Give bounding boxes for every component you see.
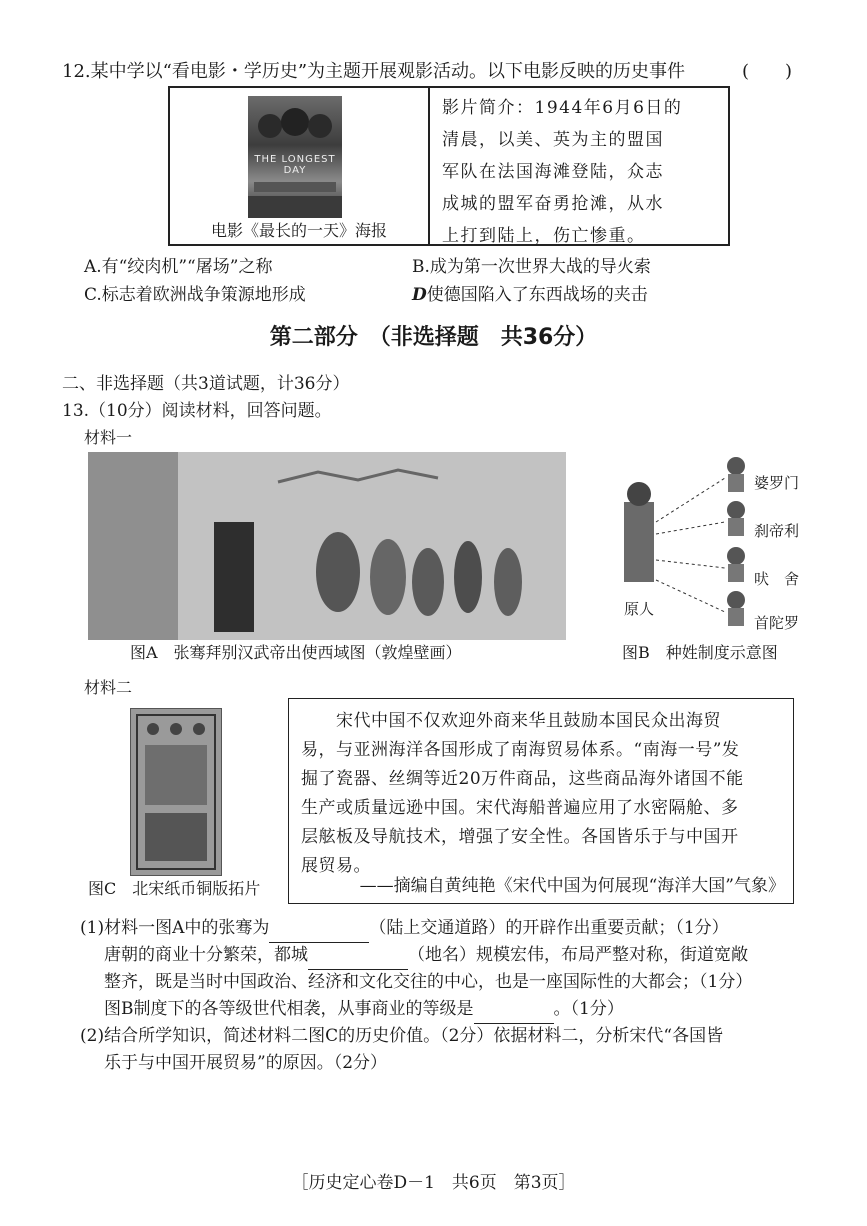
q12-stem: 12.某中学以“看电影・学历史”为主题开展观影活动。以下电影反映的历史事件 xyxy=(62,61,686,82)
q1-line-3: 整齐，既是当时中国政治、经济和文化交往的中心，也是一座国际性的大都会；（1分） xyxy=(104,972,753,992)
material-source: ——摘编自黄纯艳《宋代中国为何展现“海洋大国”气象》 xyxy=(359,876,785,896)
origin-label: 原人 xyxy=(624,600,655,618)
q1-text: 。（1分） xyxy=(553,999,624,1019)
figure-c-caption: 图C 北宋纸币铜版拓片 xyxy=(88,879,261,898)
section-heading: 二、非选择题（共3道试题，计36分） xyxy=(62,374,350,394)
poster-caption: 电影《最长的一天》海报 xyxy=(210,221,387,240)
intro-line: 清晨，以美、英为主的盟国 xyxy=(442,130,664,150)
caste-system-diagram xyxy=(600,450,830,650)
answer-paren: ( ) xyxy=(742,61,793,82)
mural-illustration xyxy=(88,452,566,640)
caste-brahmin: 婆罗门 xyxy=(754,474,800,492)
poster-title: THE LONGEST DAY xyxy=(254,154,336,176)
q1-text: 唐朝的商业十分繁荣，都城 xyxy=(104,945,308,965)
answer-blank-capital[interactable] xyxy=(308,941,408,970)
caste-shudra: 首陀罗 xyxy=(754,614,800,632)
material-two-box xyxy=(288,698,794,904)
dunhuang-mural-image xyxy=(88,452,566,640)
option-c: C.标志着欧洲战争策源地形成 xyxy=(84,285,306,305)
q2-line-1: (2)结合所学知识，简述材料二图C的历史价值。（2分）依据材料二，分析宋代“各国皆 xyxy=(80,1026,724,1046)
rubbing-illustration xyxy=(131,709,221,875)
q1-line-1 xyxy=(80,914,729,943)
material-line: 宋代中国不仅欢迎外商来华且鼓励本国民众出海贸 xyxy=(301,711,721,731)
option-d xyxy=(412,282,648,308)
material-line: 掘了瓷器、丝绸等近20万件商品，这些商品海外诸国不能 xyxy=(301,769,744,789)
material-line: 层舷板及导航技术，增强了安全性。各国皆乐于与中国开 xyxy=(301,827,739,847)
intro-line: 影片简介：1944年6月6日的 xyxy=(442,98,683,118)
part-two-title: 第二部分 （非选择题 共36分） xyxy=(269,325,598,350)
q1-line-2 xyxy=(104,941,748,970)
figure-a-caption: 图A 张骞拜别汉武帝出使西域图（敦煌壁画） xyxy=(130,643,462,662)
option-a: A.有“绞肉机”“屠场”之称 xyxy=(84,257,273,277)
caste-kshatriya: 刹帝利 xyxy=(754,522,800,540)
material-one-label: 材料一 xyxy=(84,428,133,447)
q12-figure-table xyxy=(168,86,730,246)
material-line: 生产或质量远逊中国。宋代海船普遍应用了水密隔舱、多 xyxy=(301,798,739,818)
intro-line: 军队在法国海滩登陆，众志 xyxy=(442,162,664,182)
figure-b-caption: 图B 种姓制度示意图 xyxy=(622,643,778,662)
film-intro xyxy=(442,92,726,252)
intro-line: 成城的盟军奋勇抢滩，从水 xyxy=(442,194,664,214)
q1-text: （陆上交通道路）的开辟作出重要贡献；（1分） xyxy=(369,918,729,938)
material-two-label: 材料二 xyxy=(84,678,133,697)
q2-line-2: 乐于与中国开展贸易”的原因。（2分） xyxy=(104,1053,388,1073)
q1-text: 图B制度下的各等级世代相袭，从事商业的等级是 xyxy=(104,999,474,1019)
table-divider xyxy=(428,88,430,244)
movie-poster-image xyxy=(248,96,342,218)
option-b: B.成为第一次世界大战的导火索 xyxy=(412,257,651,277)
page-footer: ［历史定心卷D－1 共6页 第3页］ xyxy=(291,1173,576,1193)
caste-vaishya: 吠 舍 xyxy=(754,570,800,588)
q1-line-4 xyxy=(104,995,624,1024)
intro-line: 上打到陆上，伤亡惨重。 xyxy=(442,226,646,246)
answer-blank-road[interactable] xyxy=(269,914,369,943)
q1-text: （地名）规模宏伟，布局严整对称，街道宽敞 xyxy=(408,945,748,965)
option-d-text: 使德国陷入了东西战场的夹击 xyxy=(426,285,648,305)
material-two-text xyxy=(301,707,785,881)
q13-heading: 13.（10分）阅读材料，回答问题。 xyxy=(62,401,332,421)
song-paper-money-rubbing-image xyxy=(130,708,222,876)
material-line: 展贸易。 xyxy=(301,856,371,876)
answer-blank-caste[interactable] xyxy=(474,995,554,1024)
material-line: 易，与亚洲海洋各国形成了南海贸易体系。“南海一号”发 xyxy=(301,740,740,760)
q1-text: (1)材料一图A中的张骞为 xyxy=(80,918,270,938)
option-d-handwritten-mark: D xyxy=(412,285,427,305)
